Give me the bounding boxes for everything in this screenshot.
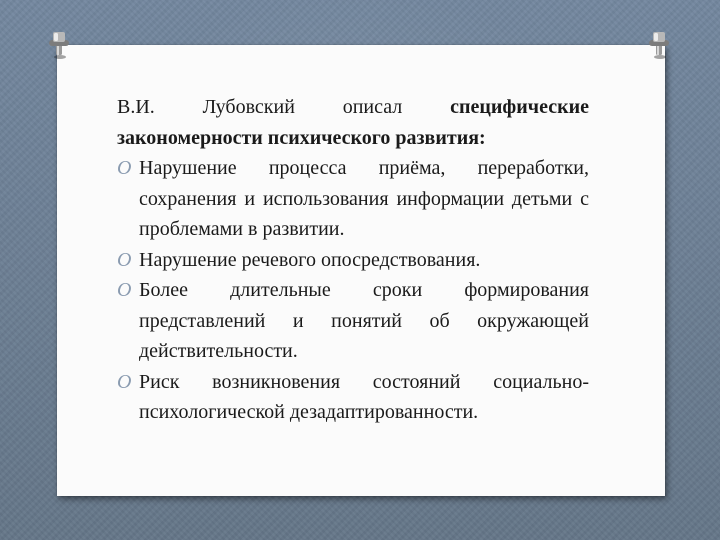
list-item [117,367,589,428]
slide-content [117,92,589,428]
list-item-text: Нарушение речевого опосредствования. [139,248,481,271]
list-item-text: Нарушение процесса приёма, переработки, сохранения и использования информации детьми с проблемами в развитии. [139,157,589,240]
bullet-icon: O [117,370,132,393]
bullet-icon: O [117,279,132,301]
pushpin-right-icon [646,30,672,60]
list-item [117,153,589,245]
intro-plain-text: В.И. Лубовский описал [117,96,451,118]
list-item [117,245,589,276]
list-item-text: Риск возникновения состояний социально-психологической дезадаптированности. [139,370,589,423]
bullet-list [117,153,589,428]
intro-paragraph [117,92,589,153]
list-item [117,275,589,367]
bullet-icon: O [117,157,132,179]
pushpin-left-icon [46,30,72,60]
list-item-text: Более длительные сроки формирования представлений и понятий об окружающей действительности. [139,279,589,362]
bullet-icon: O [117,248,132,271]
intro-bold-text: специфические закономерности психического развития: [117,96,589,149]
